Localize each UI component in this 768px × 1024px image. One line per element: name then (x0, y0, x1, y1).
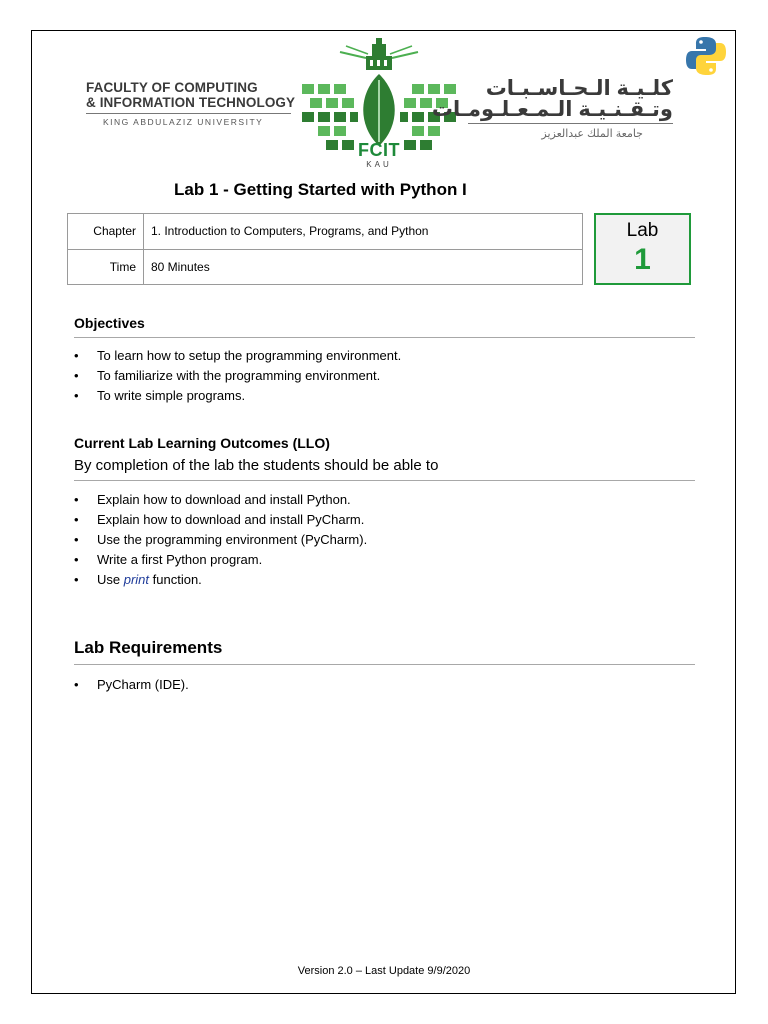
list-item (74, 490, 367, 510)
list-item-suffix: function. (149, 572, 202, 587)
chapter-label: Chapter (68, 214, 144, 249)
page-footer: Version 2.0 – Last Update 9/9/2020 (297, 965, 471, 977)
lab-badge-number: 1 (634, 243, 651, 276)
requirements-heading: Lab Requirements (74, 638, 223, 657)
list-item-text: To familiarize with the programming environment. (97, 368, 381, 383)
list-item (74, 386, 401, 406)
logo-divider-arabic (468, 123, 673, 124)
llo-rule (74, 480, 695, 481)
university-name-arabic: جامعة الملك عبدالعزيز (541, 128, 643, 140)
list-item (74, 675, 189, 695)
bullet: • (74, 348, 79, 363)
faculty-name-arabic-line1: كلـيـة الـحـاسـبـات (485, 77, 673, 100)
faculty-name-line2: & INFORMATION TECHNOLOGY (86, 95, 296, 110)
faculty-logo-arabic (431, 77, 673, 140)
bullet: • (74, 677, 79, 692)
emblem-label: FCIT (358, 140, 400, 160)
lab-badge-word: Lab (626, 220, 659, 241)
time-label: Time (68, 250, 144, 285)
llo-subheading: By completion of the lab the students should be able to (74, 457, 439, 474)
bullet: • (74, 368, 79, 383)
university-name-english: KING ABDULAZIZ UNIVERSITY (103, 117, 264, 127)
faculty-logo-english (86, 80, 296, 127)
list-item-text: Use the programming environment (PyCharm). (97, 532, 368, 547)
llo-heading: Current Lab Learning Outcomes (LLO) (74, 435, 330, 451)
list-item-prefix: Use (97, 572, 124, 587)
list-item-text: PyCharm (IDE). (97, 677, 189, 692)
objectives-heading: Objectives (74, 315, 145, 331)
bullet: • (74, 388, 79, 403)
print-keyword: print (123, 572, 150, 587)
list-item-text: Explain how to download and install Python. (97, 492, 351, 507)
info-row-chapter (68, 214, 582, 250)
objectives-rule (74, 337, 695, 338)
bullet: • (74, 552, 79, 567)
python-logo-icon (684, 34, 728, 78)
logo-divider (86, 113, 291, 114)
info-row-time (68, 250, 582, 285)
lab-badge (594, 213, 691, 285)
faculty-name-line1: FACULTY OF COMPUTING (86, 80, 258, 95)
list-item-text: Write a first Python program. (97, 552, 263, 567)
list-item-text: Explain how to download and install PyCharm. (97, 512, 365, 527)
bullet: • (74, 512, 79, 527)
bullet: • (74, 532, 79, 547)
objectives-list (74, 346, 401, 406)
chapter-value: 1. Introduction to Computers, Programs, and Python (151, 224, 429, 238)
list-item-text: To learn how to setup the programming environment. (97, 348, 402, 363)
requirements-rule (74, 664, 695, 665)
bullet: • (74, 492, 79, 507)
faculty-name-arabic-line2: وتـقـنـيـة الـمـعـلـومـات (431, 98, 673, 121)
list-item-text: To write simple programs. (97, 388, 246, 403)
bullet: • (74, 572, 79, 587)
list-item (74, 346, 401, 366)
emblem-sublabel: KAU (366, 160, 392, 169)
list-item (74, 570, 367, 590)
lab-title: Lab 1 - Getting Started with Python I (174, 180, 467, 199)
info-table (67, 213, 583, 285)
list-item (74, 510, 367, 530)
list-item (74, 366, 401, 386)
requirements-list (74, 675, 189, 695)
list-item (74, 550, 367, 570)
time-value: 80 Minutes (151, 260, 210, 274)
list-item (74, 530, 367, 550)
llo-list (74, 490, 367, 590)
